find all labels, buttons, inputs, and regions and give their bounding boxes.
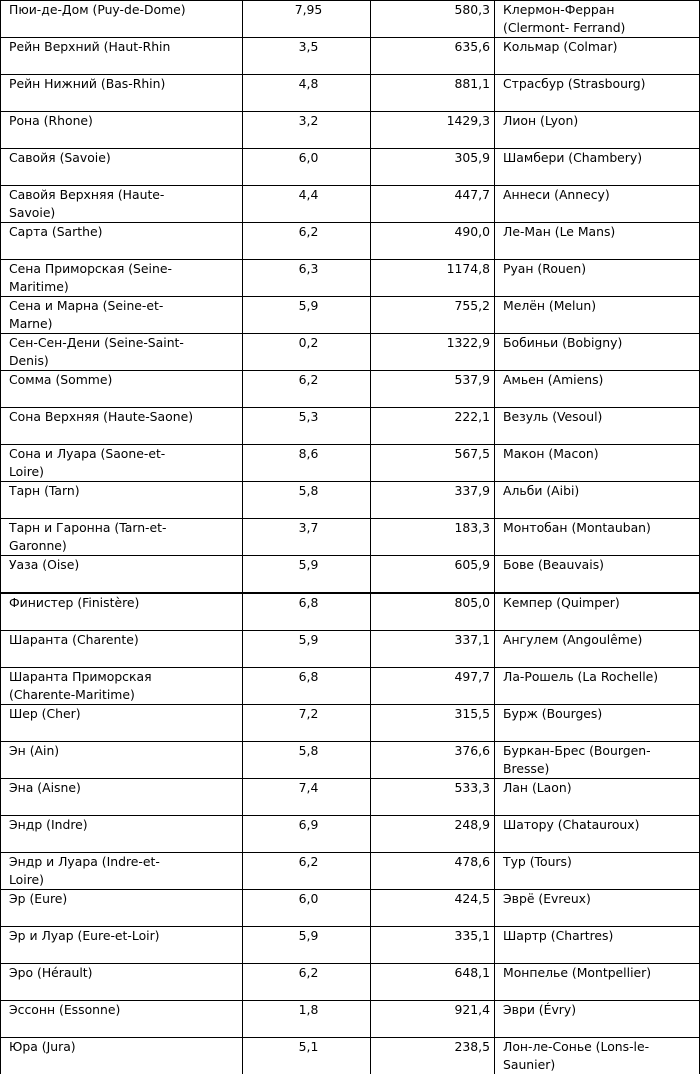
table-row xyxy=(1,297,700,334)
department-name-cell: Сен-Сен-Дени (Seine-Saint- Denis) xyxy=(1,334,243,371)
area-cell: 6,2 xyxy=(243,223,371,260)
population-cell xyxy=(371,445,495,482)
capital-city-cell: Шамбери (Chambery) xyxy=(495,149,700,186)
population-cell xyxy=(371,297,495,334)
population-value: 1322,9 xyxy=(428,334,490,352)
population-cell xyxy=(371,705,495,742)
capital-city-cell: Лион (Lyon) xyxy=(495,112,700,149)
department-name-cell: Уаза (Oise) xyxy=(1,556,243,594)
population-value: 1429,3 xyxy=(428,112,490,130)
department-name-cell: Юра (Jura) xyxy=(1,1038,243,1074)
table-row xyxy=(1,408,700,445)
capital-city-cell: Лан (Laon) xyxy=(495,779,700,816)
capital-city-cell: Ле-Ман (Le Mans) xyxy=(495,223,700,260)
department-name-cell: Шаранта (Charente) xyxy=(1,631,243,668)
capital-city-cell: Амьен (Amiens) xyxy=(495,371,700,408)
area-cell: 5,8 xyxy=(243,742,371,779)
area-cell: 4,8 xyxy=(243,75,371,112)
table-row xyxy=(1,631,700,668)
capital-city-cell: Ангулем (Angoulême) xyxy=(495,631,700,668)
capital-city-cell: Бове (Beauvais) xyxy=(495,556,700,594)
department-name-cell: Тарн и Гаронна (Tarn-et- Garonne) xyxy=(1,519,243,556)
area-cell: 0,2 xyxy=(243,334,371,371)
population-value: 376,6 xyxy=(428,742,490,760)
population-cell xyxy=(371,223,495,260)
area-cell: 3,5 xyxy=(243,38,371,75)
population-value: 248,9 xyxy=(428,816,490,834)
population-cell xyxy=(371,1001,495,1038)
area-cell: 3,2 xyxy=(243,112,371,149)
department-name-cell: Шаранта Приморская (Charente-Maritime) xyxy=(1,668,243,705)
department-name-cell: Эна (Aisne) xyxy=(1,779,243,816)
table-row xyxy=(1,445,700,482)
population-cell xyxy=(371,371,495,408)
population-value: 315,5 xyxy=(428,705,490,723)
population-value: 490,0 xyxy=(428,223,490,241)
population-cell xyxy=(371,779,495,816)
department-name-cell: Рейн Нижний (Bas-Rhin) xyxy=(1,75,243,112)
capital-city-cell: Монпелье (Montpellier) xyxy=(495,964,700,1001)
capital-city-cell: Аннеси (Annecy) xyxy=(495,186,700,223)
population-cell xyxy=(371,742,495,779)
area-cell: 6,8 xyxy=(243,593,371,631)
capital-city-cell: Страсбур (Strasbourg) xyxy=(495,75,700,112)
department-name-cell: Сарта (Sarthe) xyxy=(1,223,243,260)
table-row xyxy=(1,1,700,38)
area-cell: 5,9 xyxy=(243,631,371,668)
population-cell xyxy=(371,668,495,705)
population-cell xyxy=(371,112,495,149)
population-value: 447,7 xyxy=(428,186,490,204)
table-row xyxy=(1,927,700,964)
population-cell xyxy=(371,482,495,519)
table-row xyxy=(1,371,700,408)
population-value: 497,7 xyxy=(428,668,490,686)
capital-city-cell: Лон-ле-Сонье (Lons-le- Saunier) xyxy=(495,1038,700,1074)
population-cell xyxy=(371,260,495,297)
population-cell xyxy=(371,408,495,445)
department-name-cell: Финистер (Finistère) xyxy=(1,593,243,631)
capital-city-cell: Кемпер (Quimper) xyxy=(495,593,700,631)
population-value: 335,1 xyxy=(428,927,490,945)
area-cell: 5,9 xyxy=(243,556,371,594)
population-cell xyxy=(371,38,495,75)
area-cell: 7,4 xyxy=(243,779,371,816)
population-value: 183,3 xyxy=(428,519,490,537)
department-name-cell: Пюи-де-Дом (Puy-de-Dome) xyxy=(1,1,243,38)
department-name-cell: Эн (Ain) xyxy=(1,742,243,779)
table-row xyxy=(1,149,700,186)
population-cell xyxy=(371,816,495,853)
area-cell: 5,9 xyxy=(243,927,371,964)
population-cell xyxy=(371,149,495,186)
population-cell xyxy=(371,519,495,556)
population-value: 648,1 xyxy=(428,964,490,982)
population-value: 567,5 xyxy=(428,445,490,463)
area-cell: 4,4 xyxy=(243,186,371,223)
table-row xyxy=(1,186,700,223)
population-cell xyxy=(371,1038,495,1074)
table-row xyxy=(1,1038,700,1074)
population-cell xyxy=(371,631,495,668)
capital-city-cell: Тур (Tours) xyxy=(495,853,700,890)
department-name-cell: Эндр (Indre) xyxy=(1,816,243,853)
capital-city-cell: Эврё (Evreux) xyxy=(495,890,700,927)
area-cell: 6,2 xyxy=(243,853,371,890)
table-row xyxy=(1,668,700,705)
capital-city-cell: Бурж (Bourges) xyxy=(495,705,700,742)
department-name-cell: Шер (Cher) xyxy=(1,705,243,742)
table-row xyxy=(1,38,700,75)
department-name-cell: Сена и Марна (Seine-et- Marne) xyxy=(1,297,243,334)
area-cell: 3,7 xyxy=(243,519,371,556)
department-name-cell: Эр (Eure) xyxy=(1,890,243,927)
area-cell: 1,8 xyxy=(243,1001,371,1038)
table-row xyxy=(1,593,700,631)
area-cell: 6,3 xyxy=(243,260,371,297)
area-cell: 6,0 xyxy=(243,890,371,927)
department-name-cell: Сона Верхняя (Haute-Saone) xyxy=(1,408,243,445)
population-value: 605,9 xyxy=(428,556,490,574)
area-cell: 6,2 xyxy=(243,371,371,408)
capital-city-cell: Ла-Рошель (La Rochelle) xyxy=(495,668,700,705)
population-cell xyxy=(371,964,495,1001)
population-value: 337,9 xyxy=(428,482,490,500)
population-cell xyxy=(371,186,495,223)
population-value: 533,3 xyxy=(428,779,490,797)
capital-city-cell: Шатору (Chatauroux) xyxy=(495,816,700,853)
department-name-cell: Сена Приморская (Seine- Maritime) xyxy=(1,260,243,297)
area-cell: 8,6 xyxy=(243,445,371,482)
population-value: 305,9 xyxy=(428,149,490,167)
area-cell: 5,3 xyxy=(243,408,371,445)
population-value: 805,0 xyxy=(428,594,490,612)
population-cell xyxy=(371,890,495,927)
capital-city-cell: Шартр (Chartres) xyxy=(495,927,700,964)
capital-city-cell: Альби (Aibi) xyxy=(495,482,700,519)
capital-city-cell: Руан (Rouen) xyxy=(495,260,700,297)
area-cell: 5,1 xyxy=(243,1038,371,1074)
table-row xyxy=(1,964,700,1001)
table-row xyxy=(1,853,700,890)
table-row xyxy=(1,519,700,556)
population-value: 580,3 xyxy=(428,1,490,19)
area-cell: 6,0 xyxy=(243,149,371,186)
area-cell: 6,8 xyxy=(243,668,371,705)
department-name-cell: Сомма (Somme) xyxy=(1,371,243,408)
population-value: 238,5 xyxy=(428,1038,490,1056)
population-value: 337,1 xyxy=(428,631,490,649)
table-row xyxy=(1,779,700,816)
population-cell xyxy=(371,75,495,112)
table-row xyxy=(1,705,700,742)
capital-city-cell: Мелён (Melun) xyxy=(495,297,700,334)
capital-city-cell: Макон (Macon) xyxy=(495,445,700,482)
department-name-cell: Савойя (Savoie) xyxy=(1,149,243,186)
department-name-cell: Рона (Rhone) xyxy=(1,112,243,149)
table-row xyxy=(1,890,700,927)
department-name-cell: Тарн (Tarn) xyxy=(1,482,243,519)
department-name-cell: Эр и Луар (Eure-et-Loir) xyxy=(1,927,243,964)
population-value: 537,9 xyxy=(428,371,490,389)
capital-city-cell: Бобиньи (Bobigny) xyxy=(495,334,700,371)
population-cell xyxy=(371,853,495,890)
department-name-cell: Эндр и Луара (Indre-et- Loire) xyxy=(1,853,243,890)
table-row xyxy=(1,1001,700,1038)
departments-table-body xyxy=(1,1,700,1074)
table-row xyxy=(1,556,700,594)
department-name-cell: Савойя Верхняя (Haute- Savoie) xyxy=(1,186,243,223)
table-row xyxy=(1,75,700,112)
population-value: 755,2 xyxy=(428,297,490,315)
area-cell: 7,95 xyxy=(243,1,371,38)
capital-city-cell: Монтобан (Montauban) xyxy=(495,519,700,556)
capital-city-cell: Эври (Évry) xyxy=(495,1001,700,1038)
table-row xyxy=(1,816,700,853)
table-row xyxy=(1,260,700,297)
population-value: 921,4 xyxy=(428,1001,490,1019)
department-name-cell: Рейн Верхний (Haut-Rhin xyxy=(1,38,243,75)
table-row xyxy=(1,482,700,519)
table-row xyxy=(1,742,700,779)
capital-city-cell: Везуль (Vesoul) xyxy=(495,408,700,445)
department-name-cell: Эссонн (Essonne) xyxy=(1,1001,243,1038)
capital-city-cell: Клермон-Ферран (Clermont- Ferrand) xyxy=(495,1,700,38)
table-row xyxy=(1,223,700,260)
capital-city-cell: Кольмар (Colmar) xyxy=(495,38,700,75)
area-cell: 6,9 xyxy=(243,816,371,853)
population-value: 478,6 xyxy=(428,853,490,871)
table-row xyxy=(1,334,700,371)
population-cell xyxy=(371,927,495,964)
population-value: 881,1 xyxy=(428,75,490,93)
population-value: 635,6 xyxy=(428,38,490,56)
department-name-cell: Сона и Луара (Saone-et- Loire) xyxy=(1,445,243,482)
area-cell: 7,2 xyxy=(243,705,371,742)
area-cell: 5,9 xyxy=(243,297,371,334)
population-cell xyxy=(371,556,495,594)
population-cell xyxy=(371,593,495,631)
area-cell: 6,2 xyxy=(243,964,371,1001)
population-cell xyxy=(371,1,495,38)
area-cell: 5,8 xyxy=(243,482,371,519)
department-name-cell: Эро (Hérault) xyxy=(1,964,243,1001)
capital-city-cell: Буркан-Брес (Bourgen- Bresse) xyxy=(495,742,700,779)
population-value: 1174,8 xyxy=(428,260,490,278)
population-value: 222,1 xyxy=(428,408,490,426)
population-cell xyxy=(371,334,495,371)
table-row xyxy=(1,112,700,149)
population-value: 424,5 xyxy=(428,890,490,908)
